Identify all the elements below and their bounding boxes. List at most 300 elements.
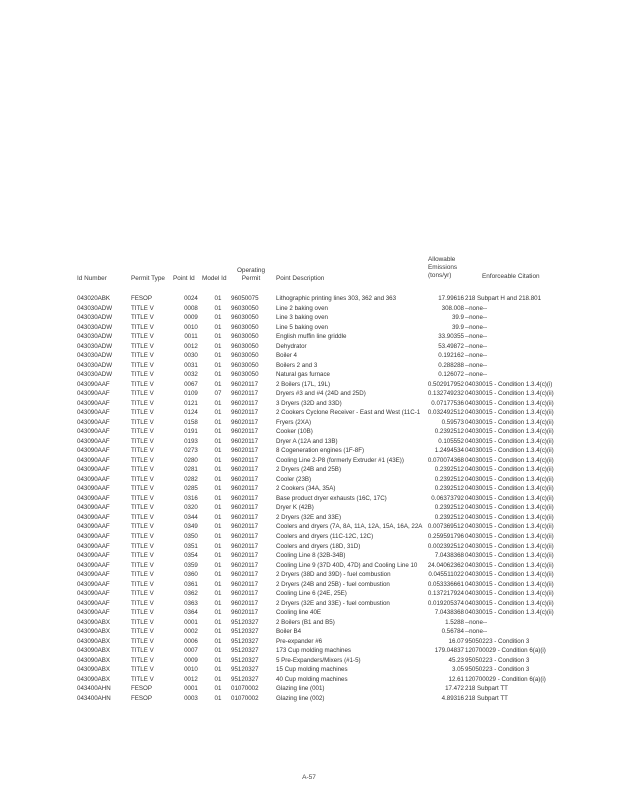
table-row [0,637,618,646]
cell-model-id: 01 [214,304,222,312]
table-row [0,542,618,551]
cell-id-number: 043020ABK [77,295,111,302]
cell-enforceable-citation: 04030015 - Condition 1.3.4(c)(ii) [465,580,554,588]
cell-point-id: 0281 [184,466,198,474]
cell-operating-permit: 95120327 [231,618,259,626]
cell-enforceable-citation: 04030015 - Condition 1.3.4(c)(ii) [465,523,554,531]
cell-model-id: 01 [214,694,222,702]
table-row [0,684,618,693]
cell-point-description: Line 5 baking oven [276,323,328,331]
cell-operating-permit: 96020117 [231,571,259,579]
cell-point-description: 2 Dryers (24B and 25B) - fuel combustion [276,580,390,588]
cell-permit-type: TITLE V [131,552,154,560]
cell-allowable-emissions: 0.2392512 [434,504,464,512]
cell-allowable-emissions: 4.89316 [441,694,464,702]
cell-point-description: 2 Cookers (34A, 35A) [276,485,336,493]
table-row [0,323,618,332]
cell-allowable-emissions: 0.288288 [438,361,464,369]
cell-point-id: 0351 [184,542,198,550]
cell-model-id: 01 [214,513,222,521]
cell-operating-permit: 96020117 [231,494,259,502]
cell-id-number: 043090AAF [77,380,110,388]
cell-enforceable-citation: 04030015 - Condition 1.3.4(c)(ii) [465,456,554,464]
cell-point-id: 0193 [184,437,198,445]
cell-point-description: 2 Dryers (24B and 25B) [276,466,341,474]
cell-point-description: Cooling Line 6 (24E, 25E) [276,590,347,598]
cell-operating-permit: 01070002 [231,685,259,693]
cell-point-id: 0008 [184,304,198,312]
cell-operating-permit: 96020117 [231,485,259,493]
cell-enforceable-citation: 04030015 - Condition 1.3.4(c)(i) [465,380,553,388]
cell-model-id: 01 [214,552,222,560]
cell-operating-permit: 96020117 [231,580,259,588]
cell-model-id: 01 [214,599,222,607]
cell-allowable-emissions: 0.259591796 [427,533,464,540]
cell-point-description: Natural gas furnace [276,371,330,379]
cell-point-description: Dryer K (42B) [276,504,314,512]
cell-point-id: 0012 [184,675,198,683]
table-row [0,589,618,598]
cell-allowable-emissions: 7.0438368 [434,552,464,560]
cell-point-id: 0031 [184,361,198,369]
cell-permit-type: TITLE V [131,456,154,464]
cell-operating-permit: 96030050 [231,352,259,360]
cell-allowable-emissions: 0.053336661 [427,580,464,588]
cell-allowable-emissions: 17.99616 [438,295,464,302]
cell-permit-type: TITLE V [131,409,154,417]
cell-model-id: 01 [214,656,222,664]
cell-permit-type: FESOP [131,694,152,702]
cell-allowable-emissions: 0.2392512 [434,475,464,483]
cell-model-id: 01 [214,561,222,569]
table-row [0,313,618,322]
cell-allowable-emissions: 0.59573 [441,418,464,426]
cell-operating-permit: 96020117 [231,533,259,540]
cell-permit-type: TITLE V [131,380,154,388]
cell-point-id: 0280 [184,456,198,464]
table-row [0,332,618,341]
table-row [0,484,618,493]
cell-enforceable-citation: --none-- [465,342,488,350]
table-row [0,408,618,417]
cell-operating-permit: 95120327 [231,637,259,645]
table-row [0,475,618,484]
cell-operating-permit: 96020117 [231,399,259,407]
cell-model-id: 01 [214,533,222,540]
cell-point-description: English muffin line griddle [276,333,347,341]
cell-permit-type: TITLE V [131,656,154,664]
cell-enforceable-citation: 04030015 - Condition 1.3.4(c)(ii) [465,590,554,598]
page-number: A-57 [302,774,316,781]
cell-enforceable-citation: --none-- [465,323,488,331]
cell-enforceable-citation: --none-- [465,371,488,379]
col-header-id-number: Id Number [77,275,107,282]
col-header-permit-type: Permit Type [131,275,165,282]
cell-id-number: 043090AAF [77,590,110,598]
cell-point-id: 0361 [184,580,198,588]
cell-point-description: Pre-expander #6 [276,637,323,645]
cell-permit-type: FESOP [131,295,152,302]
cell-id-number: 043090AAF [77,513,110,521]
cell-enforceable-citation: 95050223 - Condition 3 [465,656,530,664]
cell-model-id: 01 [214,609,222,617]
cell-enforceable-citation: 95050223 - Condition 3 [465,637,530,645]
cell-point-description: Boilers 2 and 3 [276,361,318,369]
cell-id-number: 043090AAF [77,494,110,502]
cell-point-id: 0191 [184,428,198,436]
cell-id-number: 043090AAF [77,561,110,569]
table-row [0,294,618,303]
cell-model-id: 01 [214,523,222,531]
cell-allowable-emissions: 1.2494534 [434,447,464,455]
cell-id-number: 043030ADW [77,333,113,341]
cell-allowable-emissions: 0.045511022 [428,571,464,579]
cell-operating-permit: 96020117 [231,409,259,417]
cell-operating-permit: 96020117 [231,418,259,426]
table-row [0,351,618,360]
table-row [0,380,618,389]
cell-allowable-emissions: 24.04062362 [427,561,464,569]
table-row [0,580,618,589]
cell-id-number: 043090AAF [77,523,110,531]
cell-model-id: 01 [214,380,222,388]
cell-operating-permit: 96020117 [231,590,259,598]
cell-operating-permit: 96020117 [231,609,259,617]
cell-enforceable-citation: 04030015 - Condition 1.3.4(c)(ii) [465,409,554,417]
cell-operating-permit: 96020117 [231,552,259,560]
col-header-enforceable-citation: Enforceable Citation [482,273,540,280]
cell-model-id: 01 [214,447,222,455]
cell-permit-type: TITLE V [131,666,154,674]
cell-point-description: 5 Pre-Expanders/Mixers (#1-5) [276,656,361,664]
cell-id-number: 043030ADW [77,304,113,312]
cell-permit-type: TITLE V [131,323,154,331]
table-row [0,608,618,617]
cell-id-number: 043090AAF [77,428,110,436]
table-row [0,513,618,522]
cell-enforceable-citation: 218 Subpart TT [465,685,508,693]
table-row [0,627,618,636]
cell-allowable-emissions: 308.008 [441,304,464,312]
cell-point-id: 0362 [184,590,198,598]
cell-id-number: 043090ABX [77,637,111,645]
cell-allowable-emissions: 0.070074368 [427,456,464,464]
cell-allowable-emissions: 39.9 [451,314,464,322]
cell-model-id: 01 [214,342,222,350]
cell-permit-type: TITLE V [131,418,154,426]
cell-model-id: 01 [214,418,222,426]
cell-point-description: 2 Boilers (B1 and B5) [276,618,335,626]
cell-enforceable-citation: --none-- [465,304,488,312]
cell-allowable-emissions: 1.5288 [445,618,464,626]
cell-id-number: 043090ABX [77,666,111,674]
cell-point-id: 0282 [184,475,198,483]
cell-id-number: 043030ADW [77,371,113,379]
cell-id-number: 043090AAF [77,580,110,588]
cell-id-number: 043090AAF [77,485,110,493]
cell-point-description: Cooling line 40E [276,609,322,617]
cell-operating-permit: 95120327 [231,647,259,655]
cell-point-id: 0316 [184,494,198,502]
cell-model-id: 01 [214,580,222,588]
cell-operating-permit: 96030050 [231,361,259,369]
cell-enforceable-citation: 04030015 - Condition 1.3.4(c)(ii) [465,399,554,407]
cell-point-id: 0003 [184,694,198,702]
table-row [0,418,618,427]
cell-id-number: 043030ADW [77,323,113,331]
cell-model-id: 01 [214,675,222,683]
cell-permit-type: TITLE V [131,513,154,521]
cell-point-description: Coolers and dryers (18D, 31D) [276,542,361,550]
cell-point-id: 0009 [184,656,198,664]
cell-model-id: 01 [214,485,222,493]
table-row [0,437,618,446]
table-row [0,522,618,531]
cell-permit-type: TITLE V [131,428,154,436]
cell-allowable-emissions: 45.23 [448,656,464,664]
table-row [0,427,618,436]
cell-permit-type: TITLE V [131,494,154,502]
cell-operating-permit: 96020117 [231,542,259,550]
cell-id-number: 043090ABX [77,628,111,636]
cell-permit-type: TITLE V [131,609,154,617]
cell-allowable-emissions: 16.07 [448,637,464,645]
cell-point-description: Line 3 baking oven [276,314,328,322]
cell-operating-permit: 96020117 [231,447,259,455]
cell-enforceable-citation: --none-- [465,333,488,341]
cell-enforceable-citation: 04030015 - Condition 1.3.4(c)(ii) [465,504,554,512]
cell-operating-permit: 95120327 [231,628,259,636]
cell-point-description: Lithographic printing lines 303, 362 and 363 [276,295,397,302]
cell-point-id: 0320 [184,504,198,512]
cell-model-id: 01 [214,352,222,360]
cell-point-id: 0012 [184,342,198,350]
cell-enforceable-citation: 04030015 - Condition 1.3.4(c)(ii) [465,466,554,474]
table-row [0,656,618,665]
cell-model-id: 01 [214,409,222,417]
cell-point-description: Cooler (23B) [276,475,312,483]
cell-id-number: 043090AAF [77,456,110,464]
cell-id-number: 043090ABX [77,618,111,626]
cell-operating-permit: 96020117 [231,390,259,398]
cell-enforceable-citation: 04030015 - Condition 1.3.4(c)(ii) [465,599,554,607]
cell-point-description: 3 Dryers (32D and 33D) [276,399,342,407]
table-row [0,532,618,541]
cell-id-number: 043030ADW [77,361,113,369]
cell-permit-type: TITLE V [131,304,154,312]
cell-operating-permit: 96020117 [231,561,259,569]
cell-permit-type: TITLE V [131,599,154,607]
cell-model-id: 01 [214,371,222,379]
cell-permit-type: TITLE V [131,628,154,636]
cell-point-id: 0001 [184,685,198,693]
cell-model-id: 01 [214,504,222,512]
cell-operating-permit: 96030050 [231,371,259,379]
table-row [0,694,618,703]
cell-enforceable-citation: 04030015 - Condition 1.3.4(c)(ii) [465,552,554,560]
cell-allowable-emissions: 0.137217924 [427,590,464,598]
cell-id-number: 043090AAF [77,418,110,426]
cell-point-description: 2 Dryers (32E and 33E) [276,513,341,521]
cell-point-id: 0285 [184,485,198,493]
cell-point-description: Cooker (10B) [276,428,313,436]
cell-permit-type: TITLE V [131,571,154,579]
cell-permit-type: TITLE V [131,675,154,683]
cell-permit-type: TITLE V [131,561,154,569]
cell-model-id: 01 [214,542,222,550]
cell-enforceable-citation: 218 Subpart TT [465,694,508,702]
cell-point-description: 2 Cookers Cyclone Receiver - East and West (11C-1 [276,409,421,417]
cell-model-id: 01 [214,475,222,483]
cell-enforceable-citation: 95050223 - Condition 3 [465,666,530,674]
cell-enforceable-citation: --none-- [465,628,488,636]
col-header-allowable-emissions: Allowable Emissions (tons/yr) [428,256,458,279]
cell-enforceable-citation: --none-- [465,352,488,360]
cell-point-description: Line 2 baking oven [276,304,328,312]
cell-id-number: 043090ABX [77,675,111,683]
table-row [0,599,618,608]
cell-allowable-emissions: 0.56784 [441,628,464,636]
cell-point-description: 8 Cogeneration engines (1F-8F) [276,447,365,455]
cell-id-number: 043090AAF [77,571,110,579]
cell-model-id: 07 [214,390,222,398]
cell-point-description: 2 Boilers (17L, 19L) [276,380,330,388]
cell-point-id: 0007 [184,647,198,655]
table-row [0,342,618,351]
table-row [0,399,618,408]
cell-permit-type: TITLE V [131,361,154,369]
cell-allowable-emissions: 33.90355 [438,333,464,341]
cell-point-id: 0030 [184,352,198,360]
cell-operating-permit: 96020117 [231,456,259,464]
cell-point-id: 0001 [184,618,198,626]
cell-id-number: 043030ADW [77,352,113,360]
cell-operating-permit: 96030050 [231,304,259,312]
cell-operating-permit: 96020117 [231,523,259,531]
cell-point-description: Dryer A (12A and 13B) [276,437,338,445]
cell-permit-type: TITLE V [131,590,154,598]
cell-enforceable-citation: 04030015 - Condition 1.3.4(c)(ii) [465,447,554,455]
cell-enforceable-citation: 04030015 - Condition 1.3.4(c)(ii) [465,561,554,569]
cell-model-id: 01 [214,618,222,626]
cell-point-id: 0067 [184,380,198,388]
cell-model-id: 01 [214,399,222,407]
cell-point-description: Coolers and dryers (11C-12C, 12C) [276,533,374,540]
cell-point-id: 0009 [184,314,198,322]
cell-id-number: 043400AHN [77,694,111,702]
table-row [0,551,618,560]
cell-allowable-emissions: 0.07177536 [431,399,464,407]
table-row [0,370,618,379]
cell-id-number: 043090AAF [77,399,110,407]
cell-allowable-emissions: 0.002392512 [427,542,464,550]
cell-point-id: 0158 [184,418,198,426]
table-row [0,304,618,313]
cell-operating-permit: 96030050 [231,342,259,350]
cell-allowable-emissions: 3.05 [451,666,464,674]
cell-enforceable-citation: 120700029 - Condition 6(a)(i) [465,647,546,655]
cell-enforceable-citation: 04030015 - Condition 1.3.4(c)(ii) [465,494,554,502]
cell-id-number: 043030ADW [77,314,113,322]
cell-point-id: 0354 [184,552,198,560]
cell-allowable-emissions: 0.06373792 [431,494,464,502]
table-row [0,389,618,398]
cell-permit-type: TITLE V [131,333,154,341]
cell-point-description: Base product dryer exhausts (16C, 17C) [276,494,387,502]
cell-enforceable-citation: 04030015 - Condition 1.3.4(c)(ii) [465,533,554,540]
cell-point-id: 0344 [184,513,198,521]
cell-model-id: 01 [214,323,222,331]
cell-permit-type: TITLE V [131,542,154,550]
cell-permit-type: TITLE V [131,618,154,626]
cell-operating-permit: 96050075 [231,295,259,302]
cell-point-id: 0349 [184,523,198,531]
cell-operating-permit: 95120327 [231,675,259,683]
cell-point-description: Fryers (2XA) [276,418,312,426]
cell-id-number: 043090AAF [77,609,110,617]
table-row [0,646,618,655]
cell-id-number: 043090AAF [77,504,110,512]
cell-permit-type: TITLE V [131,314,154,322]
table-row [0,456,618,465]
col-header-point-description: Point Description [276,275,325,282]
cell-operating-permit: 01070002 [231,694,259,702]
cell-permit-type: TITLE V [131,485,154,493]
cell-model-id: 01 [214,314,222,322]
cell-permit-type: TITLE V [131,447,154,455]
cell-permit-type: TITLE V [131,352,154,360]
cell-model-id: 01 [214,428,222,436]
cell-allowable-emissions: 179.04837 [434,647,464,655]
cell-point-id: 0124 [184,409,198,417]
cell-point-id: 0032 [184,371,198,379]
cell-id-number: 043030ADW [77,342,113,350]
table-row [0,665,618,674]
cell-allowable-emissions: 39.9 [451,323,464,331]
cell-allowable-emissions: 0.007369512 [427,523,464,531]
cell-point-description: Cooling Line 8 (32B-34B) [276,552,346,560]
cell-allowable-emissions: 0.126072 [438,371,464,379]
cell-enforceable-citation: 04030015 - Condition 1.3.4(c)(ii) [465,571,554,579]
cell-enforceable-citation: --none-- [465,361,488,369]
cell-enforceable-citation: 04030015 - Condition 1.3.4(c)(ii) [465,513,554,521]
cell-id-number: 043090ABX [77,647,111,655]
cell-model-id: 01 [214,637,222,645]
table-row [0,503,618,512]
cell-point-id: 0363 [184,599,198,607]
table-row [0,561,618,570]
cell-point-id: 0109 [184,390,198,398]
cell-point-id: 0359 [184,561,198,569]
cell-operating-permit: 95120327 [231,666,259,674]
cell-id-number: 043090ABX [77,656,111,664]
cell-point-description: 15 Cup molding machines [276,666,348,674]
cell-model-id: 01 [214,361,222,369]
cell-allowable-emissions: 7.0438368 [434,609,464,617]
cell-permit-type: TITLE V [131,399,154,407]
cell-model-id: 01 [214,466,222,474]
cell-operating-permit: 96020117 [231,475,259,483]
cell-point-description: Boiler B4 [276,628,302,636]
cell-allowable-emissions: 53.49872 [438,342,464,350]
table-row [0,570,618,579]
cell-point-description: Dehydrator [276,342,307,350]
cell-model-id: 01 [214,295,222,302]
cell-point-id: 0350 [184,533,198,540]
cell-point-id: 0360 [184,571,198,579]
cell-operating-permit: 96020117 [231,380,259,388]
cell-point-description: Cooling Line 2-P8 (formerly Extruder #1 (43E)) [276,456,404,464]
